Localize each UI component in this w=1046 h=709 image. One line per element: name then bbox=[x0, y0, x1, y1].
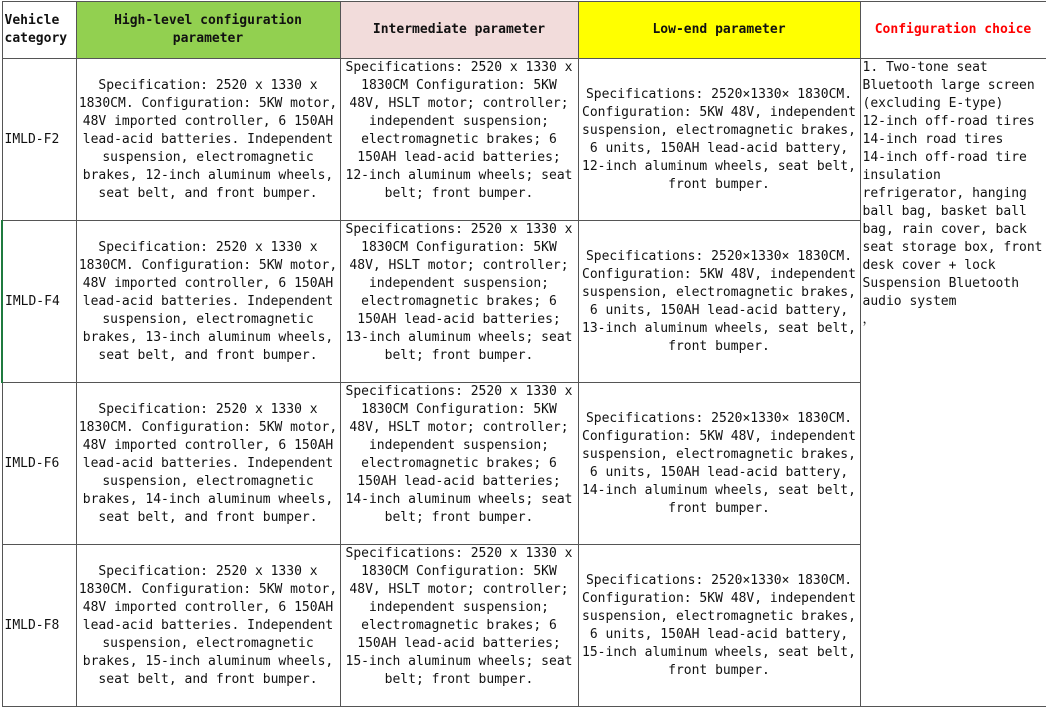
header-low-end: Low-end parameter bbox=[578, 2, 860, 59]
choice-line: 1. Two-tone seat bbox=[862, 60, 988, 75]
header-configuration-choice: Configuration choice bbox=[860, 2, 1046, 59]
high-level-cell: Specification: 2520 x 1330 x 1830CM. Configuration: 5KW motor, 48V imported controller, 6 150AH lead-acid batteries. Independent suspension, electromagnetic brakes, 13-inch aluminum wheels, seat belt, and front bumper. bbox=[76, 221, 340, 383]
choice-line: 14-inch off-road tire insulation refrigerator, hanging ball bag, basket ball bag, rain cover, back seat storage box, front desk cover + lock bbox=[862, 150, 1043, 273]
high-level-cell: Specification: 2520 x 1330 x 1830CM. Configuration: 5KW motor, 48V imported controller, 6 150AH lead-acid batteries. Independent suspension, electromagnetic brakes, 12-inch aluminum wheels, seat belt, and front bumper. bbox=[76, 59, 340, 221]
model-cell: IMLD-F6 bbox=[2, 383, 76, 545]
model-cell: IMLD-F4 bbox=[2, 221, 76, 383]
header-high-level: High-level configuration parameter bbox=[76, 2, 340, 59]
choice-line: ， bbox=[862, 312, 876, 327]
model-cell: IMLD-F8 bbox=[2, 545, 76, 707]
choice-line: 12-inch off-road tires bbox=[862, 114, 1035, 129]
intermediate-cell: Specifications: 2520 x 1330 x 1830CM Configuration: 5KW 48V, HSLT motor; controller; independent suspension; electromagnetic brakes; 6 150AH lead-acid batteries; 15-inch aluminum wheels; seat belt; front bumper. bbox=[340, 545, 578, 707]
model-cell: IMLD-F2 bbox=[2, 59, 76, 221]
low-end-cell: Specifications: 2520×1330× 1830CM. Configuration: 5KW 48V, independent suspension, electromagnetic brakes, 6 units, 150AH lead-acid battery, 14-inch aluminum wheels, seat belt, front bumper. bbox=[578, 383, 860, 545]
intermediate-cell: Specifications: 2520 x 1330 x 1830CM Configuration: 5KW 48V, HSLT motor; controller; independent suspension; electromagnetic brakes; 6 150AH lead-acid batteries; 12-inch aluminum wheels; seat belt; front bumper. bbox=[340, 59, 578, 221]
high-level-cell: Specification: 2520 x 1330 x 1830CM. Configuration: 5KW motor, 48V imported controller, 6 150AH lead-acid batteries. Independent suspension, electromagnetic brakes, 14-inch aluminum wheels, seat belt, and front bumper. bbox=[76, 383, 340, 545]
low-end-cell: Specifications: 2520×1330× 1830CM. Configuration: 5KW 48V, independent suspension, electromagnetic brakes, 6 units, 150AH lead-acid battery, 12-inch aluminum wheels, seat belt, front bumper. bbox=[578, 59, 860, 221]
header-vehicle-category: Vehicle category bbox=[2, 2, 76, 59]
header-intermediate: Intermediate parameter bbox=[340, 2, 578, 59]
header-row bbox=[2, 2, 1046, 59]
intermediate-cell: Specifications: 2520 x 1330 x 1830CM Configuration: 5KW 48V, HSLT motor; controller; independent suspension; electromagnetic brakes; 6 150AH lead-acid batteries; 13-inch aluminum wheels; seat belt; front bumper. bbox=[340, 221, 578, 383]
high-level-cell: Specification: 2520 x 1330 x 1830CM. Configuration: 5KW motor, 48V imported controller, 6 150AH lead-acid batteries. Independent suspension, electromagnetic brakes, 15-inch aluminum wheels, seat belt, and front bumper. bbox=[76, 545, 340, 707]
choice-line: Bluetooth large screen (excluding E-type) bbox=[862, 78, 1035, 111]
choice-line: Suspension Bluetooth audio system bbox=[862, 276, 1020, 309]
choice-line: 14-inch road tires bbox=[862, 132, 1004, 147]
table-row bbox=[2, 59, 1046, 221]
intermediate-cell: Specifications: 2520 x 1330 x 1830CM Configuration: 5KW 48V, HSLT motor; controller; independent suspension; electromagnetic brakes; 6 150AH lead-acid batteries; 14-inch aluminum wheels; seat belt; front bumper. bbox=[340, 383, 578, 545]
configuration-choice-cell bbox=[860, 59, 1046, 707]
low-end-cell: Specifications: 2520×1330× 1830CM. Configuration: 5KW 48V, independent suspension, electromagnetic brakes, 6 units, 150AH lead-acid battery, 15-inch aluminum wheels, seat belt, front bumper. bbox=[578, 545, 860, 707]
configuration-table bbox=[1, 1, 1046, 707]
low-end-cell: Specifications: 2520×1330× 1830CM. Configuration: 5KW 48V, independent suspension, electromagnetic brakes, 6 units, 150AH lead-acid battery, 13-inch aluminum wheels, seat belt, front bumper. bbox=[578, 221, 860, 383]
